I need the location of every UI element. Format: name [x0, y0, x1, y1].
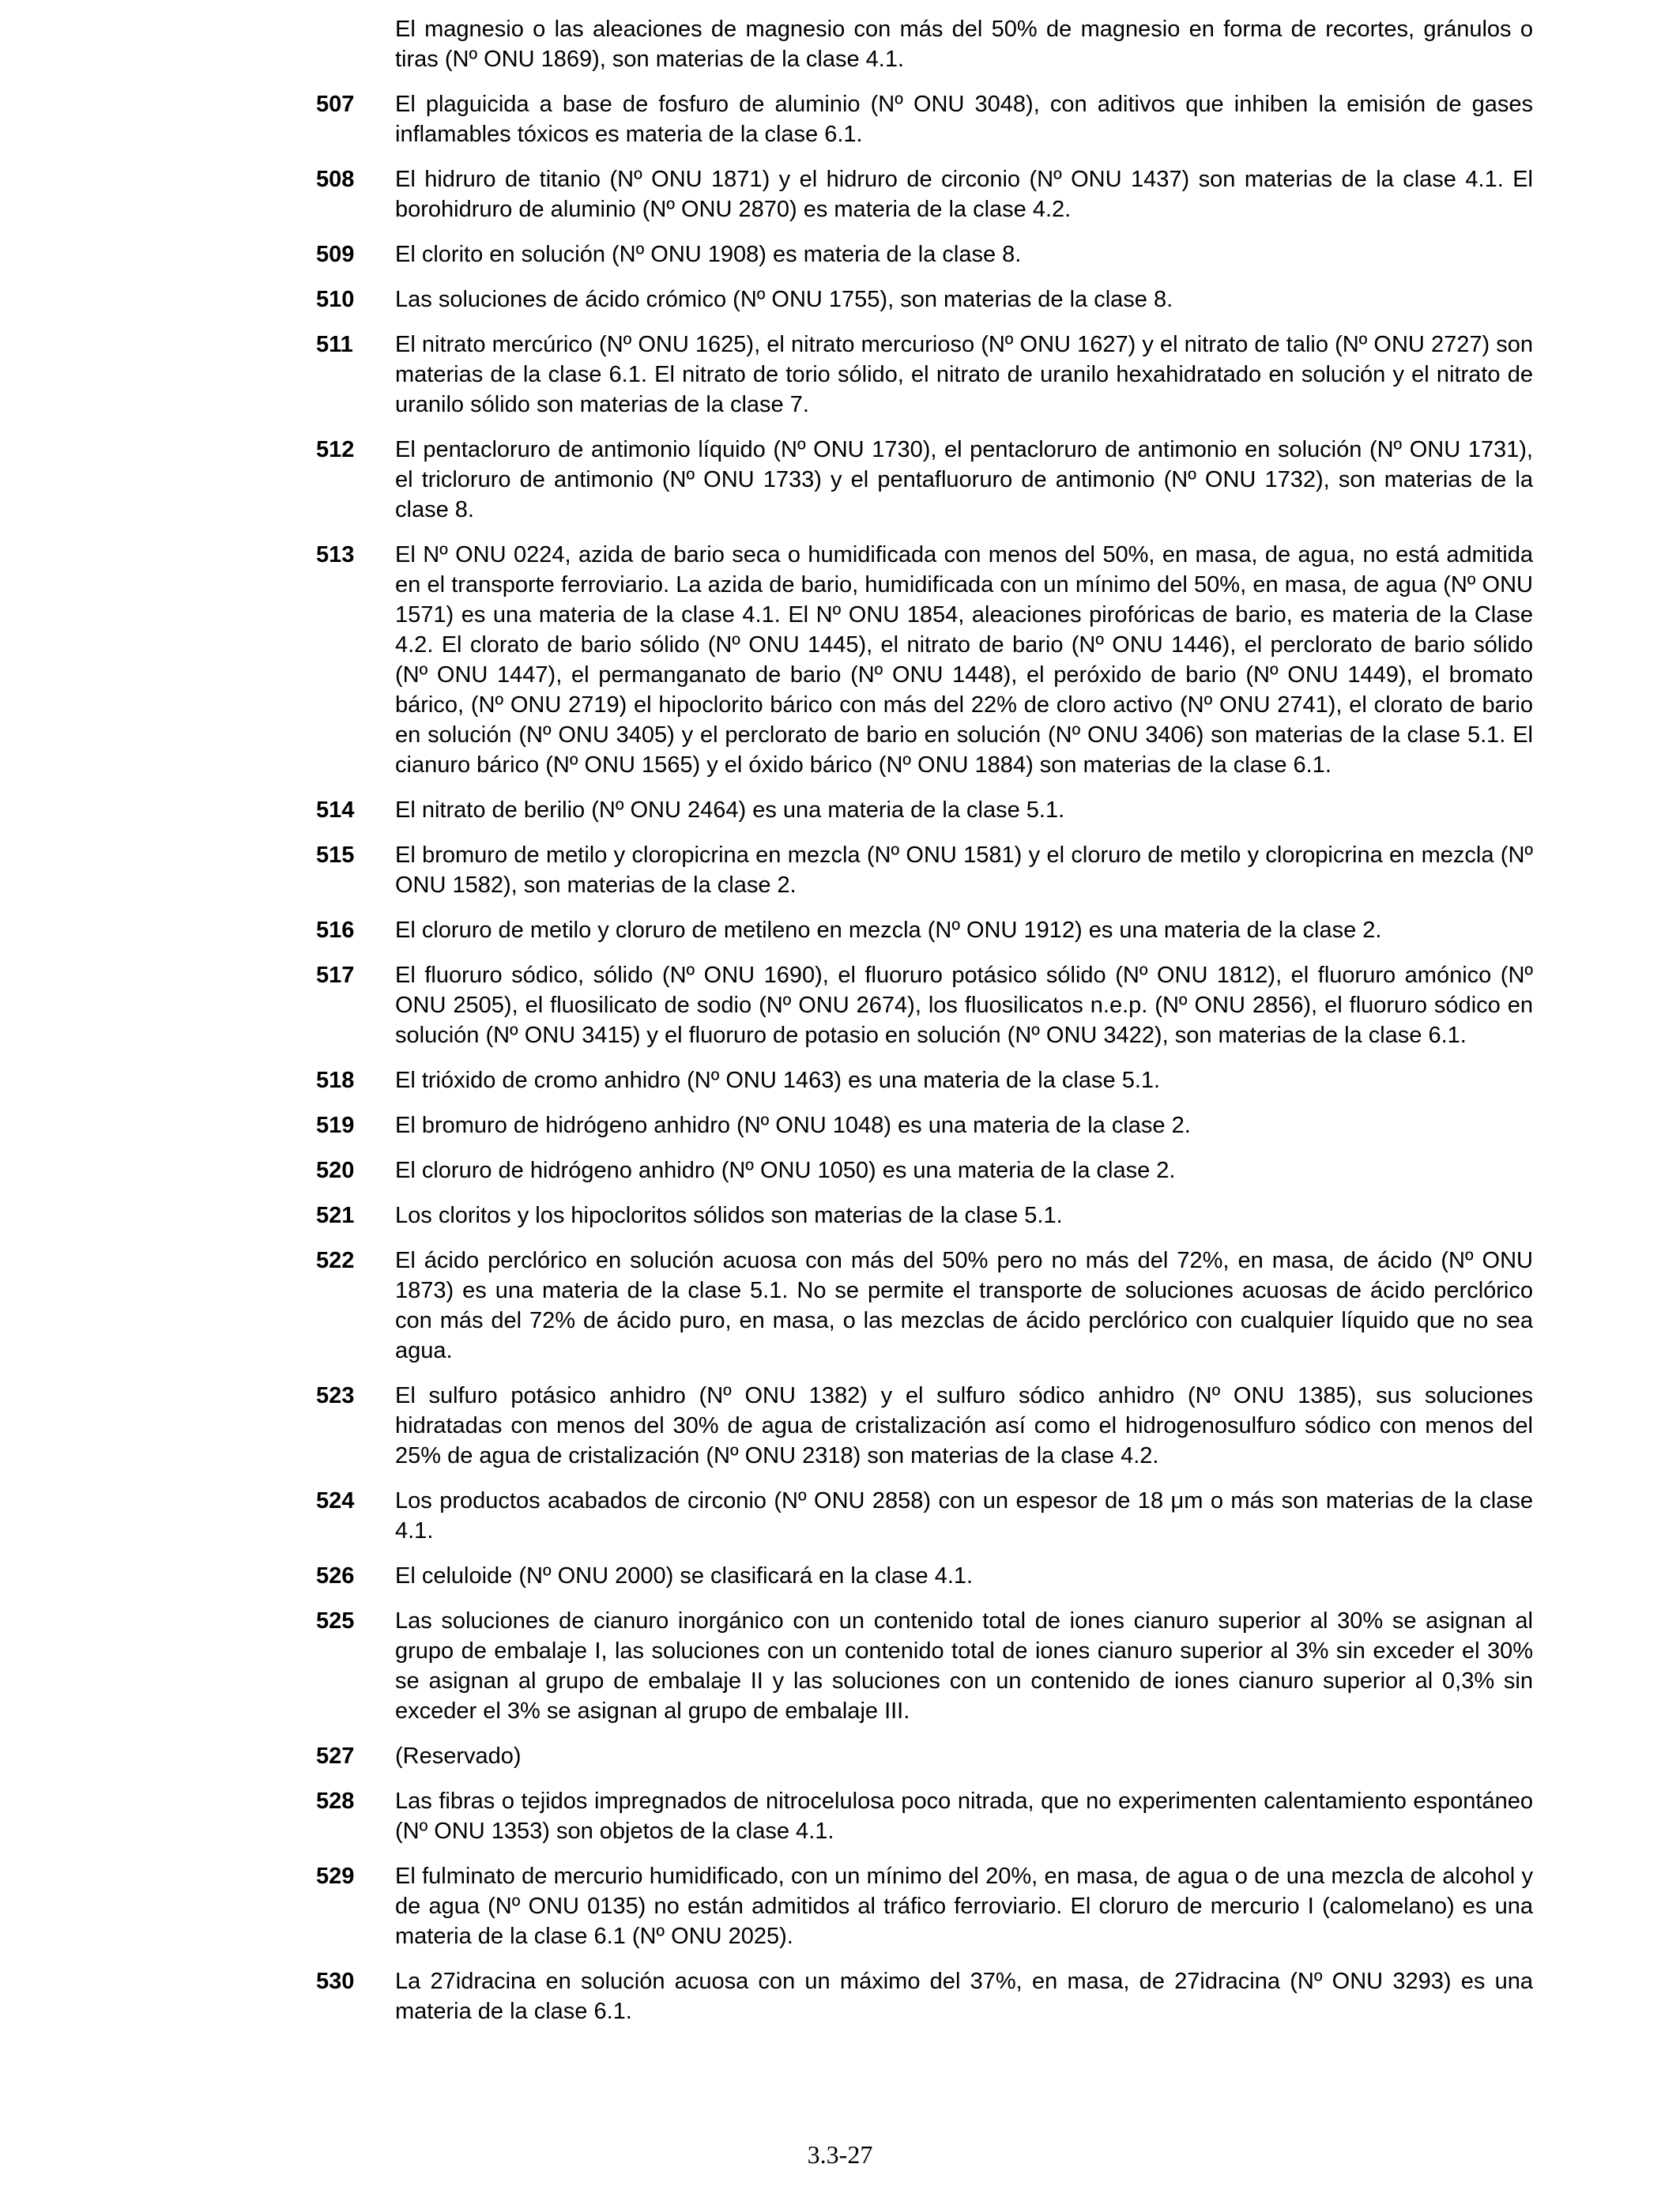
- provision-number: 509: [316, 242, 355, 267]
- provision-text: El Nº ONU 0224, azida de bario seca o humidificada con menos del 50%, en masa, de agua, no está admitida en el transporte ferroviario. La azida de bario, humidificada con un mínimo del 50%, en masa, de agua (Nº ONU 1571) es una materia de la clase 4.1. El Nº ONU 1854, aleaciones pirofóricas de bario, es materia de la Clase 4.2. El clorato de bario sólido (Nº ONU 1445), el nitrato de bario (Nº ONU 1446), el perclorato de bario sólido (Nº ONU 1447), el permanganato de bario (Nº ONU 1448), el peróxido de bario (Nº ONU 1449), el bromato bárico, (Nº ONU 2719) el hipoclorito bárico con más del 22% de cloro activo (Nº ONU 2741), el clorato de bario en solución (Nº ONU 3405) y el perclorato de bario en solución (Nº ONU 3406) son materias de la clase 5.1. El cianuro bárico (Nº ONU 1565) y el óxido bárico (Nº ONU 1884) son materias de la clase 6.1.: [395, 542, 1533, 778]
- provision-entry: [316, 14, 1533, 74]
- provision-text: El pentacloruro de antimonio líquido (Nº ONU 1730), el pentacloruro de antimonio en solución (Nº ONU 1731), el tricloruro de antimonio (Nº ONU 1733) y el pentafluoruro de antimonio (Nº ONU 1732), son materias de la clase 8.: [395, 437, 1533, 522]
- provision-text: La 27idracina en solución acuosa con un máximo del 37%, en masa, de 27idracina (Nº ONU 3293) es una materia de la clase 6.1.: [395, 1969, 1533, 2024]
- provisions-list: [316, 14, 1533, 2041]
- provision-entry: [316, 1246, 1533, 1366]
- provision-text: El cloruro de hidrógeno anhidro (Nº ONU 1050) es una materia de la clase 2.: [395, 1158, 1176, 1183]
- provision-entry: [316, 239, 1533, 270]
- provision-number: 518: [316, 1068, 355, 1093]
- provision-entry: [316, 1486, 1533, 1546]
- provision-text: El magnesio o las aleaciones de magnesio con más del 50% de magnesio en forma de recortes, gránulos o tiras (Nº ONU 1869), son materias de la clase 4.1.: [395, 17, 1533, 72]
- provision-entry: [316, 1201, 1533, 1231]
- provision-entry: [316, 1786, 1533, 1846]
- provision-entry: [316, 435, 1533, 525]
- provision-entry: [316, 1861, 1533, 1951]
- provision-entry: [316, 540, 1533, 780]
- provision-number: 511: [316, 332, 353, 357]
- provision-text: El nitrato mercúrico (Nº ONU 1625), el nitrato mercurioso (Nº ONU 1627) y el nitrato de talio (Nº ONU 2727) son materias de la clase 6.1. El nitrato de torio sólido, el nitrato de uranilo hexahidratado en solución y el nitrato de uranilo sólido son materias de la clase 7.: [395, 332, 1533, 417]
- provision-number: 507: [316, 92, 355, 117]
- provision-text: El fluoruro sódico, sólido (Nº ONU 1690), el fluoruro potásico sólido (Nº ONU 1812), el fluoruro amónico (Nº ONU 2505), el fluosilicato de sodio (Nº ONU 2674), los fluosilicatos n.e.p. (Nº ONU 2856), el fluoruro sódico en solución (Nº ONU 3415) y el fluoruro de potasio en solución (Nº ONU 3422), son materias de la clase 6.1.: [395, 963, 1533, 1048]
- provision-number: 526: [316, 1563, 355, 1589]
- provision-number: 530: [316, 1969, 355, 1994]
- provision-number: 508: [316, 167, 355, 192]
- provision-text: (Reservado): [395, 1744, 522, 1769]
- provision-entry: [316, 1561, 1533, 1591]
- provision-text: El fulminato de mercurio humidificado, con un mínimo del 20%, en masa, de agua o de una mezcla de alcohol y de agua (Nº ONU 0135) no están admitidos al tráfico ferroviario. El cloruro de mercurio I (calomelano) es una materia de la clase 6.1 (Nº ONU 2025).: [395, 1864, 1533, 1949]
- provision-entry: [316, 1065, 1533, 1095]
- provision-number: 517: [316, 963, 355, 988]
- provision-entry: [316, 285, 1533, 315]
- provision-entry: [316, 1741, 1533, 1771]
- provision-text: El cloruro de metilo y cloruro de metileno en mezcla (Nº ONU 1912) es una materia de la clase 2.: [395, 918, 1382, 943]
- provision-entry: [316, 164, 1533, 224]
- provision-number: 516: [316, 918, 355, 943]
- provision-number: 515: [316, 843, 355, 868]
- provision-number: 522: [316, 1248, 355, 1273]
- provision-number: 513: [316, 542, 355, 567]
- provision-entry: [316, 1966, 1533, 2026]
- provision-text: El sulfuro potásico anhidro (Nº ONU 1382) y el sulfuro sódico anhidro (Nº ONU 1385), sus soluciones hidratadas con menos del 30% de agua de cristalización así como el hidrogenosulfuro sódico con menos del 25% de agua de cristalización (Nº ONU 2318) son materias de la clase 4.2.: [395, 1383, 1533, 1468]
- provision-number: 527: [316, 1744, 355, 1769]
- provision-text: Las soluciones de ácido crómico (Nº ONU 1755), son materias de la clase 8.: [395, 287, 1173, 312]
- provision-text: Los cloritos y los hipocloritos sólidos son materias de la clase 5.1.: [395, 1203, 1063, 1228]
- provision-number: 514: [316, 797, 355, 823]
- provision-text: El hidruro de titanio (Nº ONU 1871) y el hidruro de circonio (Nº ONU 1437) son materias de la clase 4.1. El borohidruro de aluminio (Nº ONU 2870) es materia de la clase 4.2.: [395, 167, 1533, 222]
- provision-text: El trióxido de cromo anhidro (Nº ONU 1463) es una materia de la clase 5.1.: [395, 1068, 1161, 1093]
- provision-number: 520: [316, 1158, 355, 1183]
- provision-entry: [316, 330, 1533, 420]
- provision-text: El plaguicida a base de fosfuro de aluminio (Nº ONU 3048), con aditivos que inhiben la emisión de gases inflamables tóxicos es materia de la clase 6.1.: [395, 92, 1533, 147]
- provision-entry: [316, 915, 1533, 945]
- provision-number: 521: [316, 1203, 355, 1228]
- provision-text: El bromuro de hidrógeno anhidro (Nº ONU 1048) es una materia de la clase 2.: [395, 1113, 1191, 1138]
- provision-text: El nitrato de berilio (Nº ONU 2464) es una materia de la clase 5.1.: [395, 797, 1065, 823]
- provision-number: 524: [316, 1488, 355, 1514]
- provision-entry: [316, 89, 1533, 149]
- page-number: 3.3-27: [807, 2140, 873, 2169]
- provision-entry: [316, 960, 1533, 1050]
- provision-number: 510: [316, 287, 355, 312]
- provision-entry: [316, 1110, 1533, 1140]
- provision-text: Las soluciones de cianuro inorgánico con un contenido total de iones cianuro superior al 30% se asignan al grupo de embalaje I, las soluciones con un contenido total de iones cianuro superior al 3% sin exceder el 30% se asignan al grupo de embalaje II y las soluciones con un contenido de iones cianuro superior al 0,3% sin exceder el 3% se asignan al grupo de embalaje III.: [395, 1608, 1533, 1724]
- provision-number: 512: [316, 437, 355, 462]
- provision-text: El celuloide (Nº ONU 2000) se clasificará en la clase 4.1.: [395, 1563, 974, 1589]
- provision-text: Los productos acabados de circonio (Nº ONU 2858) con un espesor de 18 μm o más son materias de la clase 4.1.: [395, 1488, 1533, 1544]
- provision-text: El bromuro de metilo y cloropicrina en mezcla (Nº ONU 1581) y el cloruro de metilo y cloropicrina en mezcla (Nº ONU 1582), son materias de la clase 2.: [395, 843, 1533, 898]
- provision-number: 519: [316, 1113, 355, 1138]
- provision-number: 523: [316, 1383, 355, 1408]
- provision-number: 525: [316, 1608, 355, 1634]
- provision-number: 529: [316, 1864, 355, 1889]
- provision-entry: [316, 795, 1533, 825]
- provision-text: Las fibras o tejidos impregnados de nitrocelulosa poco nitrada, que no experimenten calentamiento espontáneo (Nº ONU 1353) son objetos de la clase 4.1.: [395, 1789, 1533, 1844]
- provision-entry: [316, 1381, 1533, 1471]
- provision-entry: [316, 1606, 1533, 1726]
- provision-entry: [316, 840, 1533, 900]
- provision-entry: [316, 1155, 1533, 1186]
- provision-text: El clorito en solución (Nº ONU 1908) es materia de la clase 8.: [395, 242, 1022, 267]
- provision-text: El ácido perclórico en solución acuosa con más del 50% pero no más del 72%, en masa, de ácido (Nº ONU 1873) es una materia de la clase 5.1. No se permite el transporte de soluciones acuosas de ácido perclórico con más del 72% de ácido puro, en masa, o las mezclas de ácido perclórico con cualquier líquido que no sea agua.: [395, 1248, 1533, 1363]
- provision-number: 528: [316, 1789, 355, 1814]
